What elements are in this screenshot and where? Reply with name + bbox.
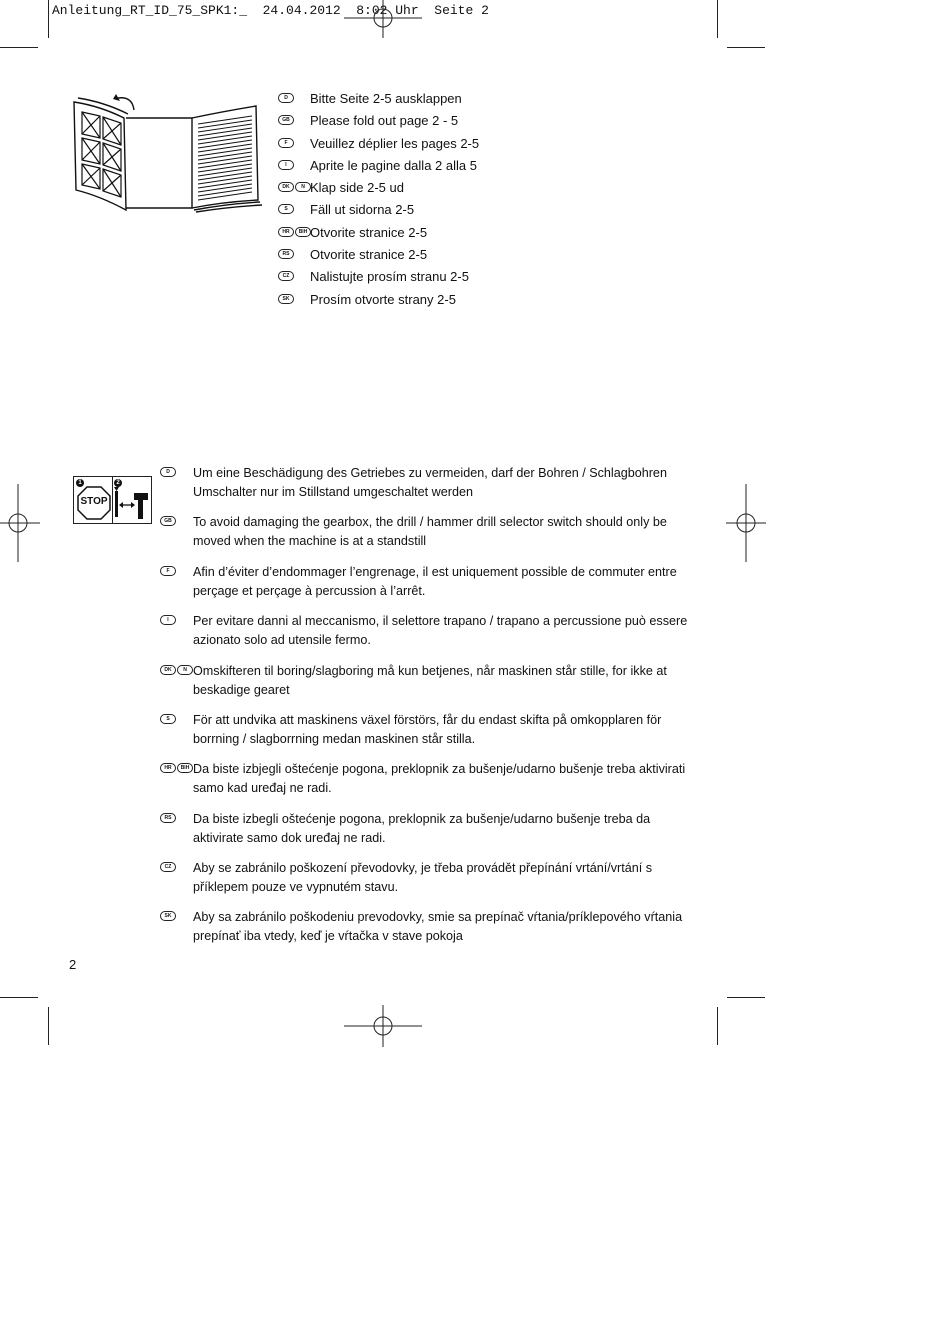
language-badge: HR (160, 763, 176, 773)
registration-mark-icon (344, 1005, 422, 1047)
language-flags (278, 138, 310, 148)
language-flags (160, 612, 193, 625)
language-flags (278, 115, 310, 125)
language-badge: DK (160, 665, 176, 675)
crop-mark (727, 997, 765, 998)
warning-text: Afin d’éviter d’endommager l’engrenage, il est uniquement possible de commuter entre perçage et perçage à percussion à l’arrêt. (193, 565, 677, 598)
language-badge: I (160, 615, 176, 625)
language-badge: F (160, 566, 176, 576)
warning-text: Per evitare danni al meccanismo, il selettore trapano / trapano a percussione può essere azionato solo ad utensile fermo. (193, 614, 688, 647)
language-badge: I (278, 160, 294, 170)
language-flags (160, 859, 193, 872)
language-badge: BIH (177, 763, 193, 773)
list-item (278, 289, 456, 309)
language-badge: DK (278, 182, 294, 192)
list-item (278, 199, 414, 219)
language-badge: F (278, 138, 294, 148)
drill-hammer-switch-icon (114, 487, 150, 521)
foldout-text: Bitte Seite 2-5 ausklappen (310, 90, 462, 106)
step-number-badge: 2 (114, 479, 122, 487)
language-flags (278, 182, 310, 192)
print-header: Anleitung_RT_ID_75_SPK1:_ 24.04.2012 8:02 Uhr Seite 2 (52, 3, 489, 18)
list-item (278, 110, 458, 130)
list-item (278, 133, 479, 153)
list-item (278, 88, 462, 108)
warning-text: För att undvika att maskinens växel förstörs, får du endast skifta på omkopplaren för borrning / slagborrning medan maskinen står stilla. (193, 713, 662, 746)
foldout-booklet-icon (70, 92, 265, 214)
language-badge: CZ (160, 862, 176, 872)
foldout-text: Aprite le pagine dalla 2 alla 5 (310, 157, 477, 173)
crop-mark (0, 997, 38, 998)
stop-label: STOP (80, 496, 108, 507)
language-badge: RS (160, 813, 176, 823)
list-item (160, 760, 700, 797)
language-badge: CZ (278, 271, 294, 281)
foldout-text: Otvorite stranice 2-5 (310, 224, 428, 240)
warning-text: Um eine Beschädigung des Getriebes zu vermeiden, darf der Bohren / Schlagbohren Umschalter nur im Stillstand umgeschaltet werden (193, 466, 667, 499)
language-badge: SK (160, 911, 176, 921)
foldout-text: Veuillez déplier les pages 2-5 (310, 135, 480, 151)
registration-mark-icon (344, 0, 422, 40)
language-flags (278, 249, 310, 259)
language-badge: HR (278, 227, 294, 237)
crop-mark (48, 1007, 49, 1045)
language-flags (278, 294, 310, 304)
list-item (160, 563, 700, 600)
language-badge: BIH (295, 227, 311, 237)
language-badge: GB (160, 516, 176, 526)
language-badge: N (177, 665, 193, 675)
language-flags (160, 810, 193, 823)
language-flags (278, 227, 310, 237)
list-item (278, 155, 477, 175)
crop-mark (0, 47, 38, 48)
foldout-text: Fäll ut sidorna 2-5 (310, 201, 415, 217)
language-flags (278, 160, 310, 170)
language-flags (160, 662, 193, 675)
warning-text: To avoid damaging the gearbox, the drill / hammer drill selector switch should only be moved when the machine is at a standstill (193, 515, 667, 548)
foldout-text: Otvorite stranice 2-5 (310, 246, 428, 262)
language-flags (160, 908, 193, 921)
foldout-text: Prosím otvorte strany 2-5 (310, 291, 456, 307)
list-item (160, 513, 700, 550)
list-item (160, 662, 700, 699)
registration-mark-icon (0, 484, 40, 562)
language-badge: SK (278, 294, 294, 304)
warning-text: Aby sa zabránilo poškodeniu prevodovky, smie sa prepínač vŕtania/príklepového vŕtania prepínať iba vtedy, keď je vŕtačka v stave pokoja (193, 910, 683, 943)
list-item (160, 908, 700, 945)
stop-switch-warning-icon (73, 476, 152, 524)
list-item (160, 711, 700, 748)
crop-mark (717, 1007, 718, 1045)
language-badge: RS (278, 249, 294, 259)
language-flags (160, 563, 193, 576)
language-badge: GB (278, 115, 294, 125)
language-flags (160, 464, 193, 477)
language-badge: S (160, 714, 176, 724)
warning-text: Da biste izbjegli oštećenje pogona, preklopnik za bušenje/udarno bušenje treba aktivirati samo kad uređaj ne radi. (193, 762, 686, 795)
step-number-badge: 1 (76, 479, 84, 487)
list-item (278, 244, 427, 264)
language-flags (160, 760, 193, 773)
language-badge: D (160, 467, 176, 477)
list-item (160, 810, 700, 847)
list-item (278, 222, 427, 242)
language-flags (278, 271, 310, 281)
page-number: 2 (69, 957, 77, 972)
foldout-text: Nalistujte prosím stranu 2-5 (310, 268, 469, 284)
list-item (278, 177, 404, 197)
warning-text: Omskifteren til boring/slagboring må kun betjenes, når maskinen står stille, for ikke at beskadige gearet (193, 664, 667, 697)
list-item (160, 464, 700, 501)
language-flags (278, 204, 310, 214)
list-item (160, 859, 700, 896)
crop-mark (48, 0, 49, 38)
list-item (278, 266, 469, 286)
language-badge: S (278, 204, 294, 214)
crop-mark (727, 47, 765, 48)
registration-mark-icon (726, 484, 766, 562)
foldout-text: Please fold out page 2 - 5 (310, 112, 459, 128)
language-flags (160, 711, 193, 724)
warning-text: Aby se zabránilo poškození převodovky, je třeba provádět přepínání vrtání/vrtání s příklepem pouze ve vypnutém stavu. (193, 861, 652, 894)
warning-text: Da biste izbegli oštećenje pogona, preklopnik za bušenje/udarno bušenje treba da aktivirate samo dok uređaj ne radi. (193, 812, 651, 845)
language-flags (278, 93, 310, 103)
foldout-text: Klap side 2-5 ud (310, 179, 404, 195)
list-item (160, 612, 700, 649)
language-badge: N (295, 182, 311, 192)
language-flags (160, 513, 193, 526)
crop-mark (717, 0, 718, 38)
language-badge: D (278, 93, 294, 103)
